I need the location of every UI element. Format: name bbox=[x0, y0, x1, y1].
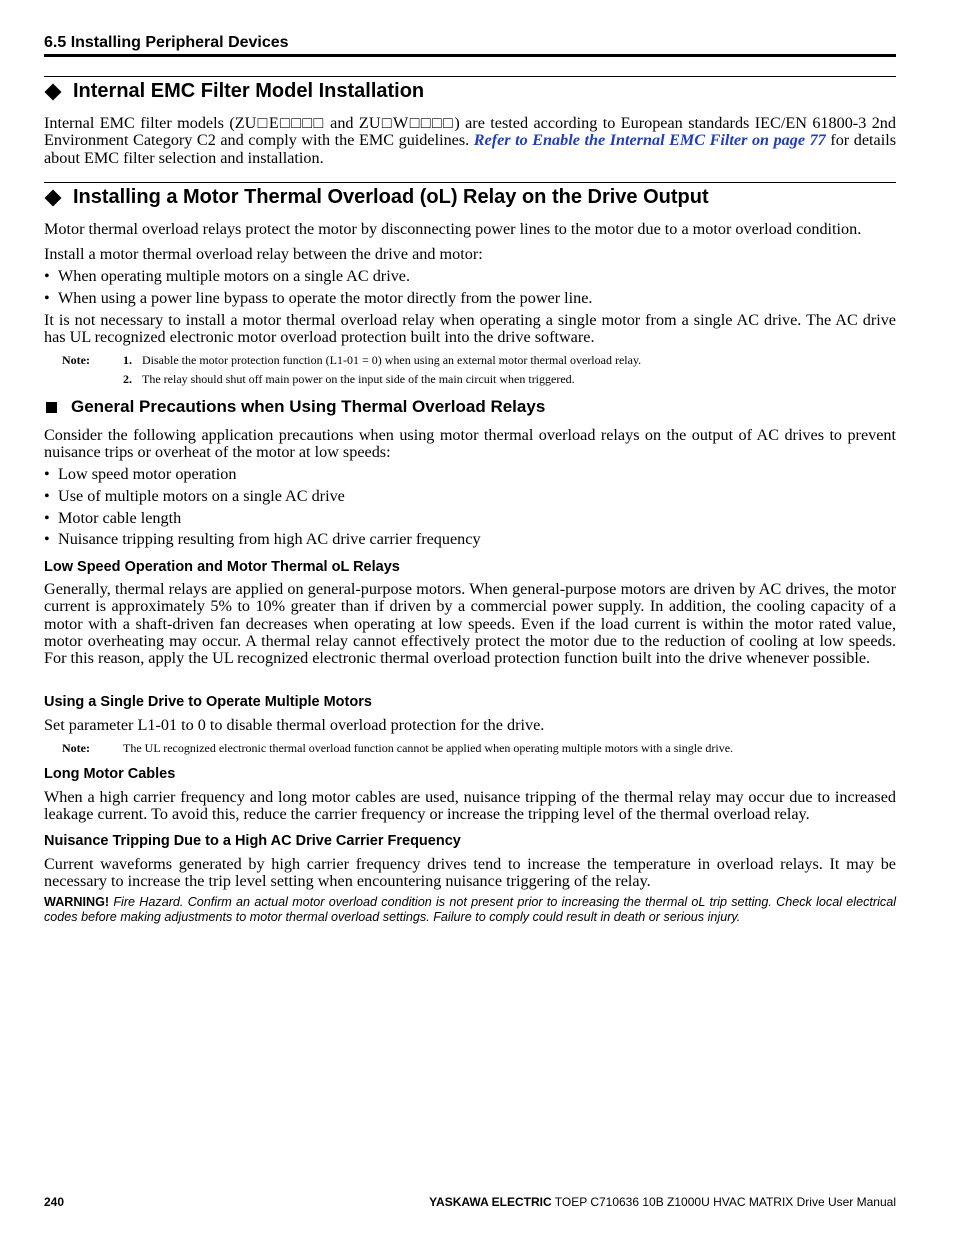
subsection-title: General Precautions when Using Thermal Overload Relays bbox=[71, 397, 546, 416]
list-item: • Motor cable length bbox=[44, 509, 182, 527]
footer-brand: YASKAWA ELECTRIC bbox=[429, 1195, 552, 1209]
warning-text: Fire Hazard. Confirm an actual motor overload condition is not present prior to increasing the thermal oL trip setting. Check local electrical codes before making adjustments to motor thermal overload settings. Failure to comply could result in death or serious injury. bbox=[44, 895, 896, 924]
emc-filter-link[interactable]: Refer to Enable the Internal EMC Filter on page 77 bbox=[473, 131, 826, 150]
list-item: • Use of multiple motors on a single AC drive bbox=[44, 487, 345, 505]
diamond-bullet-icon bbox=[45, 83, 62, 100]
square-bullet-icon bbox=[46, 402, 57, 413]
section-title: Installing a Motor Thermal Overload (oL) Relay on the Drive Output bbox=[73, 186, 709, 208]
emc-text-end: for details about EMC filter selection and installation. bbox=[44, 131, 896, 167]
emc-paragraph bbox=[44, 115, 896, 167]
page-number: 240 bbox=[44, 1195, 65, 1209]
emc-text: Internal EMC filter models (ZU□E□□□□ and ZU□W□□□□) are tested according to European standards IEC/EN 61800-3 2nd Environment Category C2 and comply with the EMC guidelines. bbox=[44, 114, 896, 150]
list-item: • When operating multiple motors on a single AC drive. bbox=[44, 267, 411, 285]
paragraph: Install a motor thermal overload relay between the drive and motor: bbox=[44, 245, 483, 263]
note-item: Note: 1. Disable the motor protection function (L1-01 = 0) when using an external motor thermal overload relay. bbox=[62, 353, 642, 367]
section-rule bbox=[44, 76, 896, 77]
footer-title bbox=[429, 1195, 896, 1209]
note-label: Note: bbox=[62, 741, 90, 755]
paragraph: Current waveforms generated by high carrier frequency drives tend to increase the temperature in overload relays. It may be necessary to increase the trip level setting when encountering nuisance triggering of the relay. bbox=[44, 855, 896, 891]
section-title: Internal EMC Filter Model Installation bbox=[73, 80, 425, 102]
footer-manual: TOEP C710636 10B Z1000U HVAC MATRIX Drive User Manual bbox=[551, 1195, 896, 1209]
paragraph: When a high carrier frequency and long motor cables are used, nuisance tripping of the thermal relay may occur due to increased leakage current. To avoid this, reduce the carrier frequency or increase the tripping level of the thermal overload relay. bbox=[44, 788, 896, 824]
minor-heading: Using a Single Drive to Operate Multiple Motors bbox=[44, 694, 372, 710]
header-rule bbox=[44, 54, 896, 57]
list-item: • Low speed motor operation bbox=[44, 465, 237, 483]
section-heading bbox=[44, 186, 709, 209]
section-rule bbox=[44, 182, 896, 183]
minor-heading: Long Motor Cables bbox=[44, 766, 176, 782]
paragraph: Motor thermal overload relays protect the motor by disconnecting power lines to the motor due to a motor overload condition. bbox=[44, 220, 862, 238]
warning-label: WARNING! bbox=[44, 895, 110, 909]
paragraph: Consider the following application precautions when using motor thermal overload relays on the output of AC drives to prevent nuisance trips or overheat of the motor at low speeds: bbox=[44, 426, 896, 462]
paragraph: Set parameter L1-01 to 0 to disable thermal overload protection for the drive. bbox=[44, 716, 545, 734]
minor-heading: Nuisance Tripping Due to a High AC Drive Carrier Frequency bbox=[44, 833, 461, 849]
minor-heading: Low Speed Operation and Motor Thermal oL Relays bbox=[44, 559, 400, 575]
diamond-bullet-icon bbox=[45, 189, 62, 206]
paragraph: It is not necessary to install a motor thermal overload relay when operating a single motor from a single AC drive. The AC drive has UL recognized electronic motor overload protection built into the drive software. bbox=[44, 311, 896, 347]
list-item: • Nuisance tripping resulting from high AC drive carrier frequency bbox=[44, 530, 481, 548]
paragraph: Generally, thermal relays are applied on general-purpose motors. When general-purpose motors are driven by AC drives, the motor current is approximately 5% to 10% greater than if driven by a commercial power supply. In addition, the cooling capacity of a motor with a shaft-driven fan decreases when operating at low speeds. Even if the load current is within the motor rated value, motor overheating may occur. A thermal relay cannot effectively protect the motor due to the reduction of cooling at low speeds. For this reason, apply the UL recognized electronic thermal overload protection function built into the drive whenever possible. bbox=[44, 580, 896, 668]
note-label: Note: bbox=[62, 353, 90, 367]
note-item: 2. The relay should shut off main power on the input side of the main circuit when triggered. bbox=[123, 372, 575, 386]
note-item: Note: The UL recognized electronic thermal overload function cannot be applied when operating multiple motors with a single drive. bbox=[62, 741, 734, 755]
running-header: 6.5 Installing Peripheral Devices bbox=[44, 34, 289, 51]
section-heading bbox=[44, 80, 424, 103]
warning-box bbox=[44, 895, 896, 925]
subsection-heading bbox=[44, 397, 545, 417]
list-item: • When using a power line bypass to operate the motor directly from the power line. bbox=[44, 289, 593, 307]
